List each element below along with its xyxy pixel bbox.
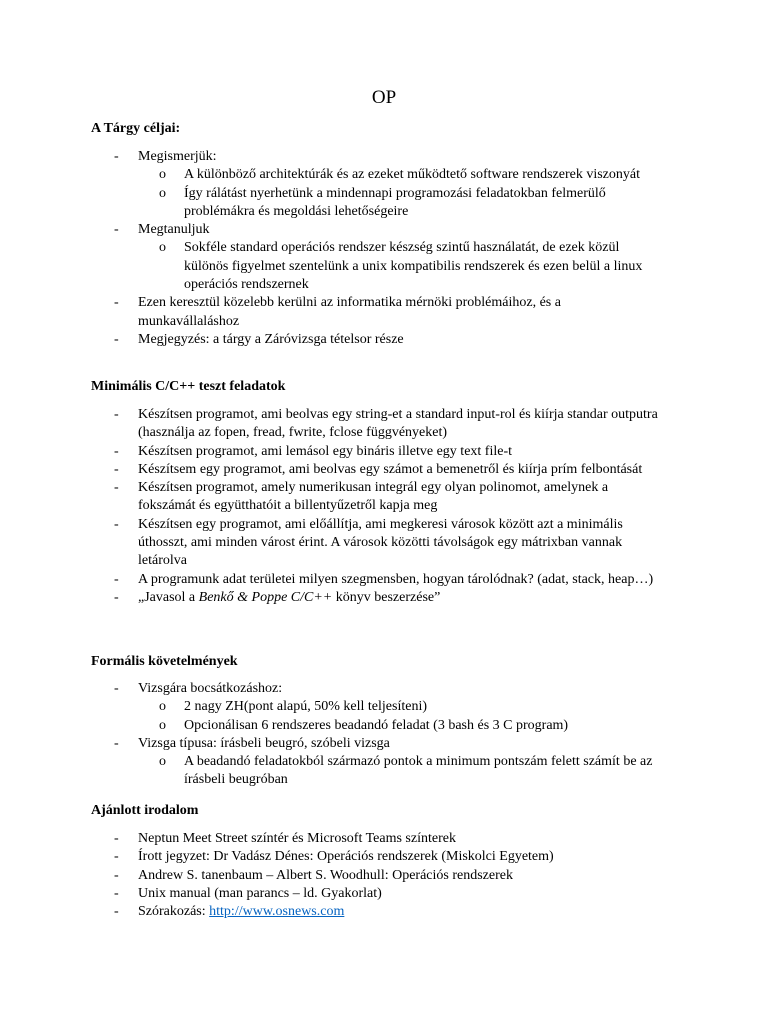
section-heading-literature: Ajánlott irodalom bbox=[91, 803, 199, 818]
list-item: - Készítsen programot, ami beolvas egy string-et a standard input-rol és kiírja standar outputra (használja az fopen, fread, fwrite, fclose függvényeket) bbox=[138, 406, 663, 443]
list-item bbox=[138, 221, 663, 294]
section-heading-goals: A Tárgy céljai: bbox=[91, 121, 181, 136]
sub-list bbox=[184, 239, 663, 294]
list-item: - Készítsen programot, ami lemásol egy bináris illetve egy text file-t bbox=[138, 443, 663, 461]
list-item: - Unix manual (man parancs – ld. Gyakorlat) bbox=[138, 885, 663, 903]
list-item: - Készítsen egy programot, ami előállítja, ami megkeresi városok között azt a minimális úthosszt, ami minden várost érint. A városok közötti távolságok egy mátrixban vannak letárolva bbox=[138, 516, 663, 571]
book-title: Benkő & Poppe C/C++ bbox=[198, 589, 333, 605]
sub-list-item: o A különböző architektúrák és az ezeket működtető software rendszerek viszonyát bbox=[184, 166, 663, 184]
list-item: - Neptun Meet Street színtér és Microsoft Teams színterek bbox=[138, 830, 663, 848]
list-item-text: Megismerjük: bbox=[138, 149, 217, 164]
list-item: - Megjegyzés: a tárgy a Záróvizsga tételsor része bbox=[138, 331, 663, 349]
list-item bbox=[138, 148, 663, 221]
sub-list-item: o A beadandó feladatokból származó pontok a minimum pontszám felett számít be az írásbeli beugróban bbox=[184, 753, 663, 790]
document-title: OP bbox=[371, 87, 397, 108]
list-item bbox=[138, 735, 663, 790]
sub-list-item: o Így rálátást nyerhetünk a mindennapi programozási feladatokban felmerülő problémákra és megoldási lehetőségeire bbox=[184, 185, 663, 222]
book-recommendation-suffix: könyv beszerzése” bbox=[332, 589, 441, 605]
literature-list bbox=[138, 830, 663, 921]
section-heading-tasks: Minimális C/C++ teszt feladatok bbox=[91, 379, 286, 394]
list-item-text: Vizsgára bocsátkozáshoz: bbox=[138, 681, 283, 696]
sub-list bbox=[184, 166, 663, 221]
sub-list bbox=[184, 698, 663, 735]
requirements-list bbox=[138, 680, 663, 790]
sub-list-item: o 2 nagy ZH(pont alapú, 50% kell teljesíteni) bbox=[184, 698, 663, 716]
goals-list bbox=[138, 148, 663, 349]
list-item: - Írott jegyzet: Dr Vadász Dénes: Operációs rendszerek (Miskolci Egyetem) bbox=[138, 848, 663, 866]
tasks-list bbox=[138, 406, 663, 607]
list-item bbox=[138, 680, 663, 735]
sub-list-item: o Opcionálisan 6 rendszeres beadandó feladat (3 bash és 3 C program) bbox=[184, 717, 663, 735]
list-item: - Andrew S. tanenbaum – Albert S. Woodhull: Operációs rendszerek bbox=[138, 867, 663, 885]
osnews-link[interactable]: http://www.osnews.com bbox=[209, 904, 345, 920]
list-item bbox=[138, 589, 663, 607]
list-item: - A programunk adat területei milyen szegmensben, hogyan tárolódnak? (adat, stack, heap…) bbox=[138, 571, 663, 589]
list-item: - Készítsen programot, amely numerikusan integrál egy olyan polinomot, amelynek a fokszámát és együtthatóit a billentyűzetről kapja meg bbox=[138, 479, 663, 516]
list-item bbox=[138, 903, 663, 921]
list-item: - Ezen keresztül közelebb kerülni az informatika mérnöki problémáihoz, és a munkavállaláshoz bbox=[138, 294, 663, 331]
sub-list-item: o Sokféle standard operációs rendszer készség szintű használatát, de ezek közül különös figyelmet szentelünk a unix kompatibilis rendszerek és ezen belül a linux operációs rendszernek bbox=[184, 239, 663, 294]
list-item: - Készítsem egy programot, ami beolvas egy számot a bemenetről és kiírja prím felbontását bbox=[138, 461, 663, 479]
book-recommendation-prefix: „Javasol a bbox=[138, 589, 199, 605]
sub-list bbox=[184, 753, 663, 790]
fun-label: Szórakozás: bbox=[138, 904, 210, 920]
section-heading-requirements: Formális követelmények bbox=[91, 654, 238, 669]
list-item-text: Megtanuljuk bbox=[138, 222, 210, 238]
list-item-text: Vizsga típusa: írásbeli beugró, szóbeli vizsga bbox=[138, 735, 390, 751]
